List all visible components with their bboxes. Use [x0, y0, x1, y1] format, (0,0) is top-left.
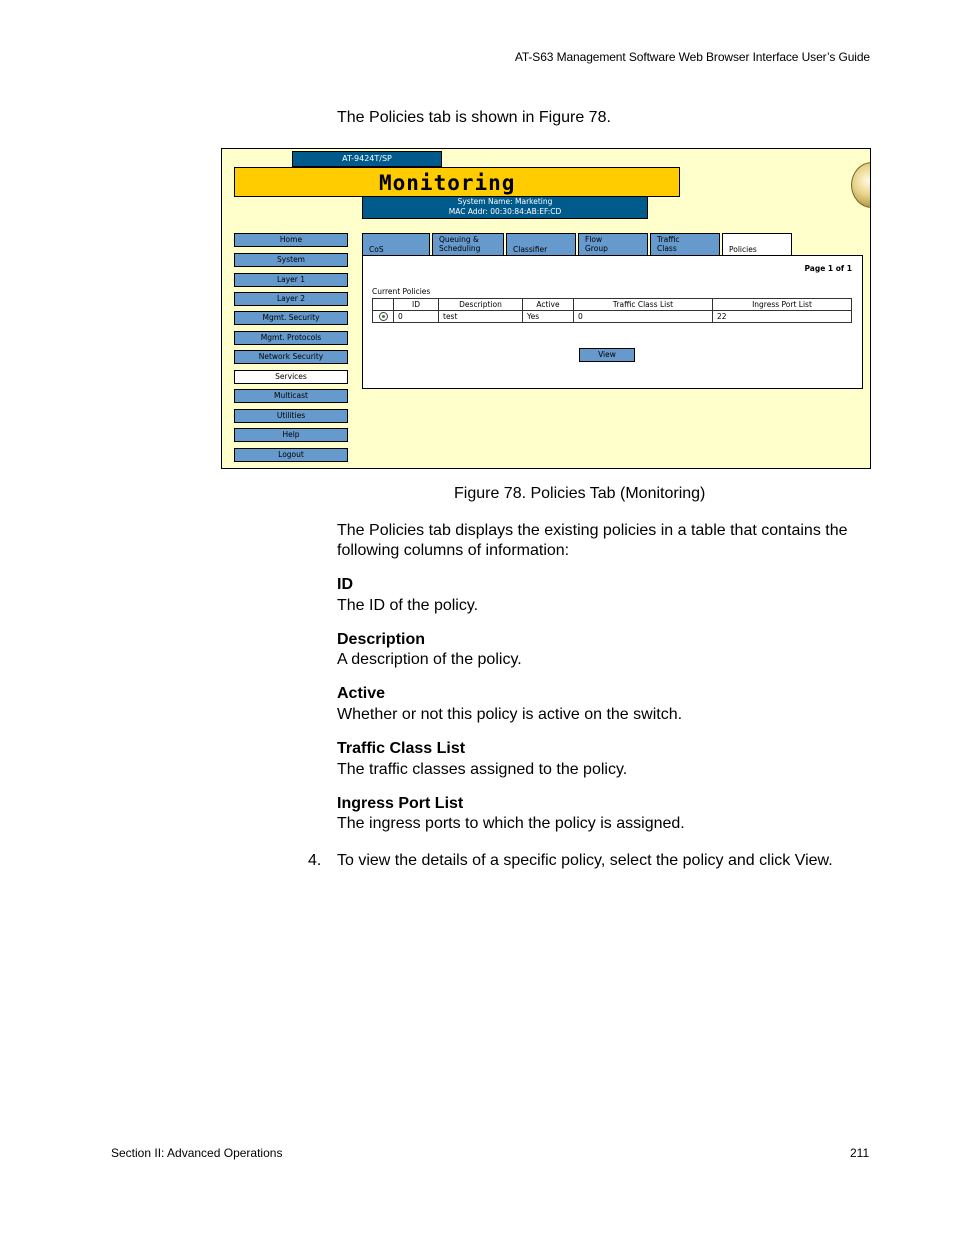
- tab-queuing-label-2: Scheduling: [439, 244, 481, 253]
- column-header-description: Description: [439, 299, 523, 311]
- model-label: AT-9424T/SP: [292, 151, 442, 167]
- tab-queuing-scheduling[interactable]: [432, 233, 504, 255]
- tab-traffic-label-2: Class: [657, 244, 677, 253]
- globe-logo: [851, 162, 871, 208]
- term-traffic-class-list: Traffic Class List: [337, 740, 466, 757]
- nav-network-security-button[interactable]: Network Security: [234, 350, 348, 364]
- tab-flow-label-1: Flow: [585, 235, 603, 244]
- cell-description: test: [439, 311, 523, 323]
- tab-traffic-class[interactable]: [650, 233, 720, 255]
- tab-policies[interactable]: [722, 233, 792, 256]
- policy-radio-button[interactable]: [379, 312, 388, 321]
- nav-home-button[interactable]: Home: [234, 233, 348, 247]
- page-number: 211: [850, 1146, 870, 1160]
- nav-mgmt-security-button[interactable]: Mgmt. Security: [234, 311, 348, 325]
- def-id: The ID of the policy.: [337, 597, 479, 614]
- banner: [234, 167, 680, 197]
- column-header-active: Active: [523, 299, 574, 311]
- term-id: ID: [337, 576, 353, 593]
- description-paragraph: The Policies tab displays the existing policies in a table that contains the following columns of information:: [337, 522, 848, 559]
- mac-address: MAC Addr: 00:30:84:AB:EF:CD: [448, 207, 562, 216]
- nav-utilities-button[interactable]: Utilities: [234, 409, 348, 423]
- term-description: Description: [337, 631, 426, 648]
- nav-logout-button[interactable]: Logout: [234, 448, 348, 462]
- term-active: Active: [337, 685, 386, 702]
- tab-classifier-label: Classifier: [513, 245, 548, 254]
- intro-text: The Policies tab is shown in Figure 78.: [337, 109, 611, 126]
- table-row[interactable]: [373, 311, 852, 323]
- nav-mgmt-protocols-button[interactable]: Mgmt. Protocols: [234, 331, 348, 345]
- cell-traffic-class-list: 0: [574, 311, 713, 323]
- tab-flow-group[interactable]: [578, 233, 648, 255]
- def-ingress-port-list: The ingress ports to which the policy is assigned.: [337, 815, 685, 832]
- row-select-cell[interactable]: [373, 311, 394, 323]
- tab-policies-label: Policies: [729, 245, 757, 254]
- running-header: AT-S63 Management Software Web Browser Interface User’s Guide: [514, 50, 870, 64]
- term-ingress-port-list: Ingress Port List: [337, 795, 464, 812]
- nav-layer1-button[interactable]: Layer 1: [234, 273, 348, 287]
- tab-cos-label: CoS: [369, 245, 384, 254]
- tab-cos[interactable]: [362, 233, 430, 255]
- select-column-header: [373, 299, 394, 311]
- policies-panel: [362, 255, 863, 389]
- tab-flow-label-2: Group: [585, 244, 608, 253]
- footer-section: Section II: Advanced Operations: [111, 1146, 283, 1160]
- tab-queuing-label-1: Queuing &: [439, 235, 479, 244]
- nav-system-button[interactable]: System: [234, 253, 348, 267]
- step-text: To view the details of a specific policy, select the policy and click View.: [337, 852, 833, 869]
- banner-title: Monitoring: [379, 171, 516, 195]
- nav-layer2-button[interactable]: Layer 2: [234, 292, 348, 306]
- def-description: A description of the policy.: [337, 651, 522, 668]
- table-header-row: [373, 299, 852, 311]
- tab-classifier[interactable]: [506, 233, 576, 255]
- column-header-id: ID: [394, 299, 439, 311]
- def-active: Whether or not this policy is active on the switch.: [337, 706, 683, 723]
- tab-traffic-label-1: Traffic: [657, 235, 680, 244]
- view-button[interactable]: View: [579, 348, 635, 362]
- page-indicator: Page 1 of 1: [804, 264, 852, 273]
- system-name: System Name: Marketing: [457, 197, 553, 206]
- figure-caption: Figure 78. Policies Tab (Monitoring): [454, 485, 706, 502]
- section-label: Current Policies: [372, 287, 431, 296]
- nav-help-button[interactable]: Help: [234, 428, 348, 442]
- cell-id: 0: [394, 311, 439, 323]
- system-info: [362, 196, 648, 219]
- nav-services-button[interactable]: Services: [234, 370, 348, 384]
- def-traffic-class-list: The traffic classes assigned to the policy.: [337, 761, 628, 778]
- cell-active: Yes: [523, 311, 574, 323]
- column-header-traffic-class-list: Traffic Class List: [574, 299, 713, 311]
- cell-ingress-port-list: 22: [713, 311, 852, 323]
- policies-table: [372, 298, 852, 323]
- figure-screenshot: [221, 148, 871, 469]
- column-header-ingress-port-list: Ingress Port List: [713, 299, 852, 311]
- step-number: 4.: [308, 852, 322, 869]
- nav-multicast-button[interactable]: Multicast: [234, 389, 348, 403]
